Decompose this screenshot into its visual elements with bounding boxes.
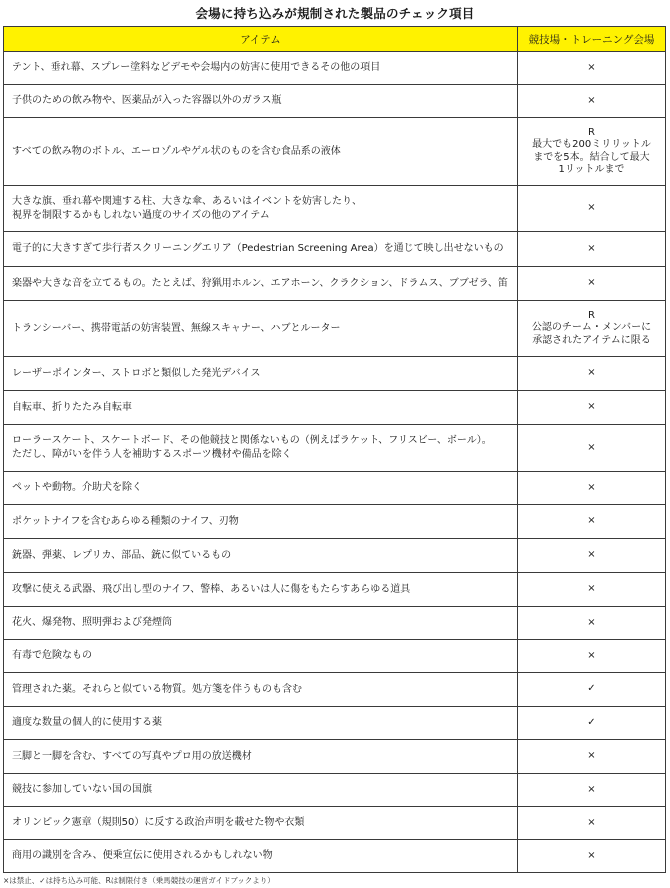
cross-icon: × bbox=[587, 367, 596, 379]
status-text: R bbox=[588, 309, 595, 321]
venue-status-cell bbox=[518, 118, 666, 186]
item-text: 適度な数量の個人的に使用する薬 bbox=[12, 717, 162, 728]
cross-icon: × bbox=[587, 816, 596, 828]
table-row bbox=[4, 840, 666, 873]
status-text: 承認されたアイテムに限る bbox=[532, 334, 651, 346]
venue-status-cell bbox=[518, 357, 666, 391]
table-row bbox=[4, 52, 666, 85]
cross-icon: × bbox=[587, 849, 596, 861]
item-cell bbox=[4, 391, 518, 425]
table-row bbox=[4, 673, 666, 707]
venue-status-cell bbox=[518, 186, 666, 232]
item-cell bbox=[4, 840, 518, 873]
table-row bbox=[4, 425, 666, 472]
cross-icon: × bbox=[587, 583, 596, 595]
item-text: 競技に参加していない国の国旗 bbox=[12, 784, 152, 795]
item-text: すべての飲み物のボトル、エーロゾルやゲル状のものを含む食品系の液体 bbox=[12, 145, 341, 157]
venue-status-cell bbox=[518, 774, 666, 807]
venue-status-cell bbox=[518, 301, 666, 357]
cross-icon: × bbox=[587, 401, 596, 413]
item-cell bbox=[4, 640, 518, 673]
item-cell bbox=[4, 607, 518, 640]
item-cell bbox=[4, 539, 518, 573]
cross-icon: × bbox=[587, 549, 596, 561]
cross-icon: × bbox=[587, 649, 596, 661]
item-cell bbox=[4, 267, 518, 301]
table-row bbox=[4, 391, 666, 425]
status-text: 最大でも200ミリリットル bbox=[532, 139, 651, 150]
item-cell bbox=[4, 673, 518, 707]
table-row bbox=[4, 807, 666, 840]
venue-status-cell bbox=[518, 840, 666, 873]
venue-status-cell bbox=[518, 539, 666, 573]
item-cell bbox=[4, 301, 518, 357]
table-row bbox=[4, 301, 666, 357]
table-row bbox=[4, 740, 666, 774]
venue-status-cell bbox=[518, 85, 666, 118]
item-cell bbox=[4, 774, 518, 807]
status-text: 1リットルまで bbox=[558, 164, 625, 175]
status-text: R bbox=[588, 126, 595, 138]
item-text: 銃器、弾薬、レプリカ、部品、銃に似ているもの bbox=[12, 549, 232, 561]
venue-status-cell bbox=[518, 673, 666, 707]
item-text: 管理された薬。それらと似ている物質。処方箋を伴うものも含む bbox=[12, 683, 302, 695]
item-text: 有毒で危険なもの bbox=[12, 650, 92, 661]
item-text: 商用の識別を含み、便乗宣伝に使用されるかもしれない物 bbox=[12, 850, 273, 861]
item-cell bbox=[4, 85, 518, 118]
item-text: 攻撃に使える武器、飛び出し型のナイフ、警棒、あるいは人に傷をもたらすあらゆる道具 bbox=[12, 583, 411, 595]
cross-icon: × bbox=[587, 783, 596, 795]
venue-status-cell bbox=[518, 740, 666, 774]
venue-status-cell bbox=[518, 267, 666, 301]
item-text: テント、垂れ幕、スプレー塗料などデモや会場内の妨害に使用できるその他の項目 bbox=[12, 62, 381, 73]
item-cell bbox=[4, 807, 518, 840]
venue-status-cell bbox=[518, 640, 666, 673]
venue-status-cell bbox=[518, 607, 666, 640]
item-text: 電子的に大きすぎて歩行者スクリーニングエリア（Pedestrian Screening Area）を通じて映し出せないもの bbox=[12, 243, 504, 254]
check-icon: ✓ bbox=[587, 683, 596, 695]
venue-status-cell bbox=[518, 573, 666, 607]
venue-status-cell bbox=[518, 472, 666, 505]
table-header-row bbox=[4, 27, 666, 52]
header-venue: 競技場・トレーニング会場 bbox=[518, 27, 666, 52]
page-title: 会場に持ち込みが規制された製品のチェック項目 bbox=[195, 6, 475, 21]
cross-icon: × bbox=[587, 202, 596, 214]
item-text: ペットや動物。介助犬を除く bbox=[12, 482, 142, 493]
footnote: ×は禁止、✓は持ち込み可能、Rは制限付き（乗馬競技の運営ガイドブックより） bbox=[3, 876, 275, 885]
table-row bbox=[4, 118, 666, 186]
venue-status-cell bbox=[518, 505, 666, 539]
item-text: 子供のための飲み物や、医薬品が入った容器以外のガラス瓶 bbox=[12, 95, 282, 106]
check-icon: ✓ bbox=[587, 716, 596, 728]
item-cell bbox=[4, 505, 518, 539]
item-cell bbox=[4, 118, 518, 186]
item-cell bbox=[4, 425, 518, 472]
table-row bbox=[4, 607, 666, 640]
item-text: 楽器や大きな音を立てるもの。たとえば、狩猟用ホルン、エアホーン、クラクション、ドラムス、ブブゼラ、笛 bbox=[12, 277, 508, 289]
item-text: 視界を制限するかもしれない過度のサイズの他のアイテム bbox=[12, 209, 270, 221]
table-row bbox=[4, 85, 666, 118]
table-row bbox=[4, 707, 666, 740]
item-cell bbox=[4, 52, 518, 85]
item-cell bbox=[4, 740, 518, 774]
table-row bbox=[4, 640, 666, 673]
item-text: ただし、障がいを伴う人を補助するスポーツ機材や備品を除く bbox=[12, 449, 292, 460]
table-row bbox=[4, 472, 666, 505]
table-row bbox=[4, 505, 666, 539]
table-row bbox=[4, 267, 666, 301]
table-row bbox=[4, 539, 666, 573]
cross-icon: × bbox=[587, 481, 596, 493]
item-cell bbox=[4, 186, 518, 232]
cross-icon: × bbox=[587, 616, 596, 628]
cross-icon: × bbox=[587, 441, 596, 453]
item-text: トランシーバー、携帯電話の妨害装置、無線スキャナー、ハブとルーター bbox=[12, 322, 341, 334]
table-row bbox=[4, 357, 666, 391]
cross-icon: × bbox=[587, 277, 596, 289]
table-row bbox=[4, 186, 666, 232]
item-cell bbox=[4, 472, 518, 505]
table-row bbox=[4, 774, 666, 807]
cross-icon: × bbox=[587, 61, 596, 73]
status-text: 公認のチーム・メンバーに bbox=[531, 322, 652, 334]
venue-status-cell bbox=[518, 52, 666, 85]
item-cell bbox=[4, 707, 518, 740]
venue-status-cell bbox=[518, 807, 666, 840]
venue-status-cell bbox=[518, 232, 666, 267]
item-text: オリンピック憲章（規則50）に反する政治声明を載せた物や衣類 bbox=[12, 817, 305, 828]
item-text: レーザーポインター、ストロボと類似した発光デバイス bbox=[12, 367, 261, 379]
cross-icon: × bbox=[587, 94, 596, 106]
item-text: ポケットナイフを含むあらゆる種類のナイフ、刃物 bbox=[12, 515, 239, 527]
item-cell bbox=[4, 232, 518, 267]
status-text: までを5本。結合して最大 bbox=[533, 151, 650, 163]
venue-status-cell bbox=[518, 707, 666, 740]
item-text: 三脚と一脚を含む、すべての写真やプロ用の放送機材 bbox=[12, 750, 252, 762]
table-row bbox=[4, 232, 666, 267]
item-text: 大きな旗、垂れ幕や関連する柱、大きな傘、あるいはイベントを妨害したり、 bbox=[12, 195, 362, 207]
item-text: 自転車、折りたたみ自転車 bbox=[12, 401, 132, 413]
venue-status-cell bbox=[518, 425, 666, 472]
restricted-items-table bbox=[3, 26, 666, 873]
item-cell bbox=[4, 357, 518, 391]
item-text: ローラースケート、スケートボード、その他競技と関係ないもの（例えばラケット、フリスビー、ボール）。 bbox=[12, 435, 492, 446]
venue-status-cell bbox=[518, 391, 666, 425]
item-text: 花火、爆発物、照明弾および発煙筒 bbox=[12, 617, 172, 628]
cross-icon: × bbox=[587, 750, 596, 762]
header-item: アイテム bbox=[4, 27, 518, 52]
table-row bbox=[4, 573, 666, 607]
item-cell bbox=[4, 573, 518, 607]
cross-icon: × bbox=[587, 242, 596, 254]
cross-icon: × bbox=[587, 515, 596, 527]
